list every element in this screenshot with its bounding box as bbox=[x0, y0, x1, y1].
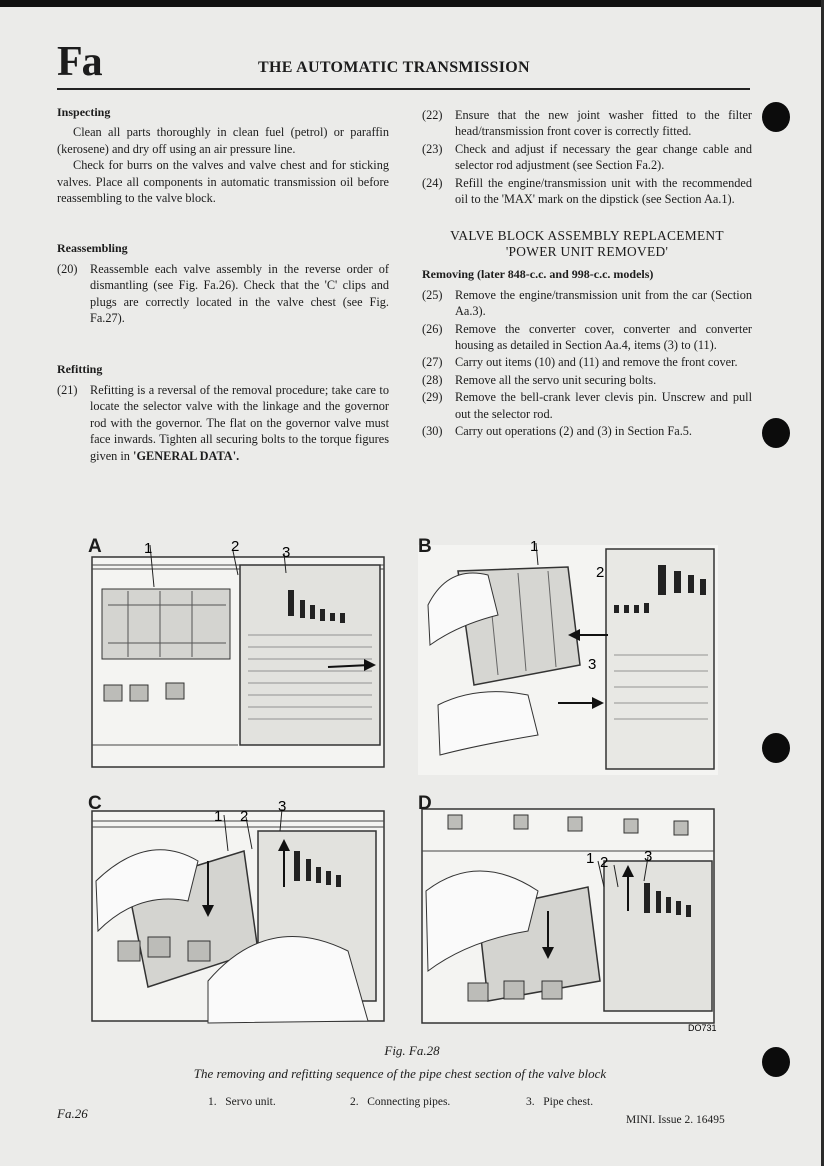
binder-hole bbox=[762, 102, 790, 132]
item-number: (26) bbox=[422, 321, 443, 336]
item-text: Check and adjust if necessary the gear change cable and selector rod adjustment (see Section Fa.2). bbox=[455, 141, 752, 173]
heading-reassembling: Reassembling bbox=[57, 241, 128, 256]
figure-caption: The removing and refitting sequence of the pipe chest section of the valve block bbox=[193, 1066, 607, 1081]
panel-letter: B bbox=[418, 536, 432, 557]
binder-hole bbox=[762, 418, 790, 448]
panel-letter: C bbox=[88, 793, 102, 814]
panel-letter: D bbox=[418, 793, 432, 814]
legend-item bbox=[208, 1096, 276, 1108]
panel-letter: A bbox=[88, 536, 102, 557]
legend-label: Connecting pipes. bbox=[367, 1096, 451, 1108]
figure-panel-a bbox=[88, 535, 388, 779]
list-item bbox=[422, 372, 752, 388]
callout-3: 3 bbox=[278, 798, 287, 815]
item-text: Ensure that the new joint washer fitted to the filter head/transmission front cover is correctly fitted. bbox=[455, 108, 752, 139]
item-number: (27) bbox=[422, 355, 443, 370]
item-number: (20) bbox=[57, 261, 78, 276]
item-text: Remove the bell-crank lever clevis pin. Unscrew and pull out the selector rod. bbox=[455, 390, 752, 421]
section-heading bbox=[422, 228, 752, 260]
callout-1: 1 bbox=[144, 540, 153, 557]
list-item bbox=[422, 141, 752, 174]
paragraph: Check for burrs on the valves and valve chest and for sticking valves. Place all components in automatic transmission oil before reassembling to the valve block. bbox=[57, 158, 389, 206]
valve-block-illustration bbox=[418, 535, 718, 779]
list-item bbox=[422, 423, 752, 439]
list-item bbox=[422, 354, 752, 370]
figure-ref-code: DO731 bbox=[688, 1023, 717, 1033]
legend-item bbox=[526, 1096, 593, 1108]
item-number: (28) bbox=[422, 372, 443, 387]
legend-number: 2. bbox=[350, 1096, 359, 1108]
item-text: Carry out items (10) and (11) and remove the front cover. bbox=[455, 355, 738, 370]
callout-2: 2 bbox=[596, 564, 605, 581]
section-heading-line: 'POWER UNIT REMOVED' bbox=[505, 244, 669, 260]
figure-panel-d bbox=[418, 791, 718, 1035]
legend-number: 3. bbox=[526, 1096, 535, 1108]
callout-2: 2 bbox=[231, 538, 240, 555]
right-column bbox=[422, 107, 752, 441]
legend-label: Servo unit. bbox=[225, 1096, 276, 1108]
binder-hole bbox=[762, 733, 790, 763]
legend-item bbox=[350, 1096, 450, 1108]
paragraph: Clean all parts thoroughly in clean fuel (petrol) or paraffin (kerosene) and dry off using an air pressure line. bbox=[57, 125, 389, 156]
item-text: Remove the engine/transmission unit from the car (Section Aa.3). bbox=[455, 287, 752, 319]
list-item bbox=[57, 261, 389, 327]
item-text: Carry out operations (2) and (3) in Section Fa.5. bbox=[455, 424, 693, 439]
callout-3: 3 bbox=[282, 544, 291, 561]
page-reference: Fa.26 bbox=[57, 1106, 88, 1121]
callout-1: 1 bbox=[214, 808, 223, 825]
legend-number: 1. bbox=[208, 1096, 217, 1108]
heading-inspecting: Inspecting bbox=[57, 105, 111, 119]
valve-block-illustration bbox=[88, 791, 388, 1035]
heading-removing: Removing (later 848-c.c. and 998-c.c. models) bbox=[422, 267, 654, 282]
figure-number: Fig. Fa.28 bbox=[384, 1043, 440, 1058]
item-text: Refill the engine/transmission unit with the recommended oil to the 'MAX' mark on the dipstick (see Section Aa.1). bbox=[455, 175, 752, 207]
list-item bbox=[422, 321, 752, 354]
valve-block-illustration bbox=[88, 535, 388, 779]
figure-panel-b bbox=[418, 535, 718, 779]
item-number: (22) bbox=[422, 108, 443, 122]
publication-info: MINI. Issue 2. 16495 bbox=[626, 1114, 725, 1126]
figure-panel-c bbox=[88, 791, 388, 1035]
page-title: THE AUTOMATIC TRANSMISSION bbox=[258, 59, 530, 76]
section-code: Fa bbox=[57, 39, 102, 85]
list-item bbox=[422, 175, 752, 208]
item-text: Remove all the servo unit securing bolts. bbox=[455, 372, 657, 387]
header-rule bbox=[57, 88, 750, 90]
left-column bbox=[57, 104, 389, 465]
callout-1: 1 bbox=[530, 538, 539, 555]
callout-3: 3 bbox=[644, 848, 653, 865]
item-text-body: Refitting is a reversal of the removal procedure; take care to locate the selector valve with the linkage and the governor rod with the governor. The flat on the governor valve must face inwards. Tighten all securing bolts to the torque figures given in bbox=[90, 382, 389, 463]
item-number: (21) bbox=[57, 382, 78, 397]
item-text: Remove the converter cover, converter and converter housing as detailed in Section Aa.4, items (3) to (11). bbox=[455, 321, 752, 353]
list-item bbox=[422, 287, 752, 320]
callout-1: 1 bbox=[586, 850, 595, 867]
legend-label: Pipe chest. bbox=[543, 1096, 594, 1108]
item-text bbox=[90, 382, 389, 464]
item-number: (23) bbox=[422, 141, 443, 156]
list-item bbox=[422, 389, 752, 422]
item-number: (25) bbox=[422, 287, 443, 302]
item-number: (24) bbox=[422, 175, 443, 190]
figure-fa28 bbox=[88, 535, 730, 1035]
callout-2: 2 bbox=[240, 808, 249, 825]
item-text: Reassemble each valve assembly in the reverse order of dismantling (see Fig. Fa.26). Check that the 'C' clips and plugs are correctly located in the valve chest (see Fig. Fa.27). bbox=[90, 261, 389, 326]
list-item bbox=[57, 382, 389, 464]
general-data-reference: 'GENERAL DATA'. bbox=[133, 448, 240, 463]
item-number: (30) bbox=[422, 424, 443, 439]
valve-block-illustration bbox=[418, 791, 718, 1035]
heading-refitting: Refitting bbox=[57, 362, 103, 377]
list-item bbox=[422, 107, 752, 140]
scan-top-edge bbox=[0, 0, 824, 7]
callout-3: 3 bbox=[588, 656, 597, 673]
callout-2: 2 bbox=[600, 854, 609, 871]
section-heading-line: VALVE BLOCK ASSEMBLY REPLACEMENT bbox=[450, 228, 724, 244]
item-number: (29) bbox=[422, 390, 443, 405]
